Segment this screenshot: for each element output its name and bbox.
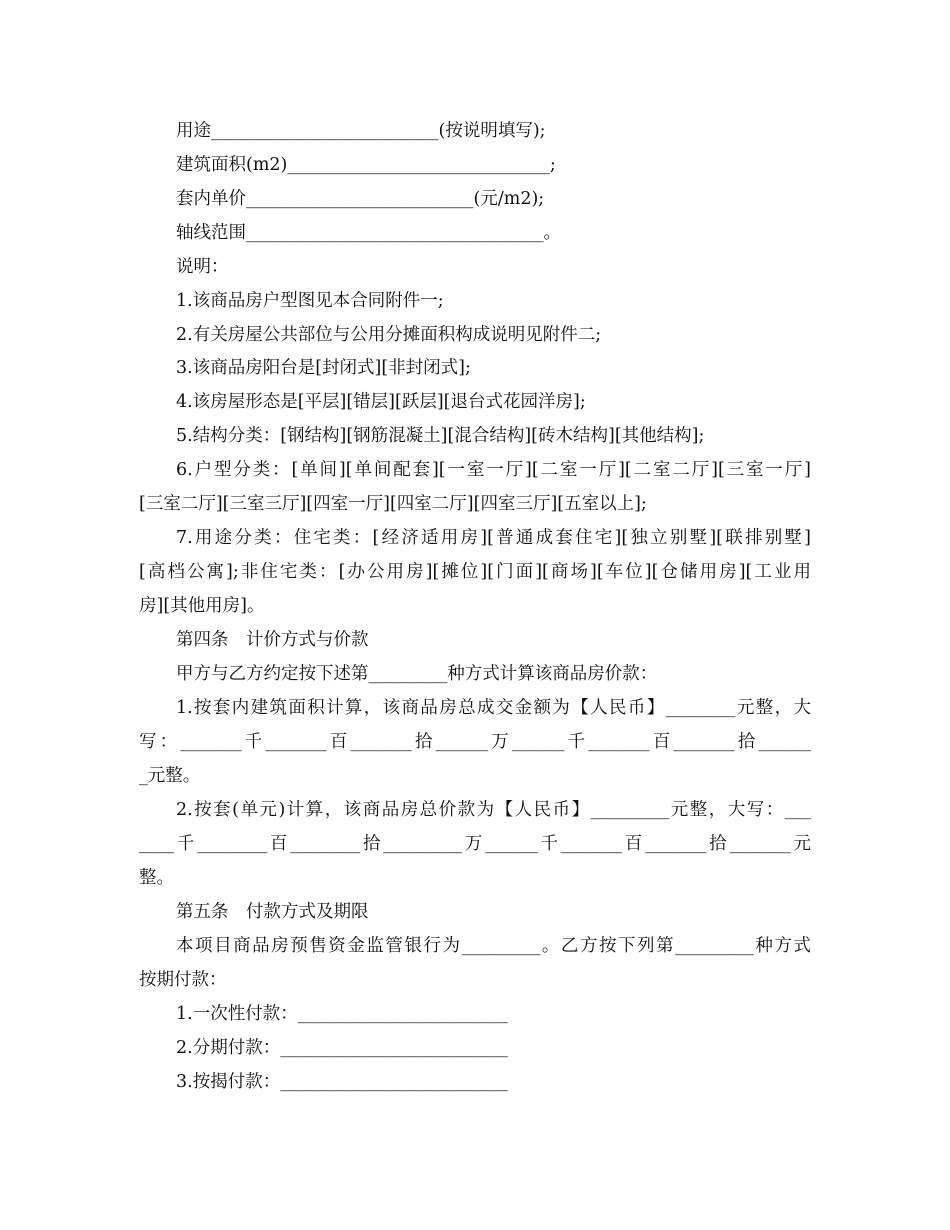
explanation-item-7-cont: [高档公寓];非住宅类：[办公用房][摊位][门面][商场][车位][仓储用房][工业用: [139, 562, 811, 582]
article-4-method-1-cont: 写：_______千_______百_______拾______万______千_______百_______拾______: [139, 732, 811, 752]
explanation-item-6-cont: [三室二厅][三室三厅][四室一厅][四室二厅][四室三厅][五室以上];: [139, 494, 647, 514]
field-unit-price: 套内单价__________________________(元/m2);: [176, 189, 545, 209]
article-4-method-2-cont: ____千________百________拾_________万______千_______百_______拾_______元: [139, 834, 811, 854]
article-4-method-1: 1.按套内建筑面积计算，该商品房总成交金额为【人民币】________元整，大: [176, 698, 811, 718]
explanation-item-4: 4.该房屋形态是[平层][错层][跃层][退台式花园洋房];: [176, 392, 586, 412]
explanation-heading: 说明：: [176, 257, 229, 277]
explanation-item-1: 1.该商品房户型图见本合同附件一;: [176, 291, 444, 311]
article-4-intro: 甲方与乙方约定按下述第_________种方式计算该商品房价款：: [176, 664, 658, 684]
article-4-heading: 第四条 计价方式与价款: [176, 630, 369, 650]
explanation-item-6: 6.户型分类：[单间][单间配套][一室一厅][二室一厅][二室二厅][三室一厅]: [176, 460, 811, 480]
explanation-item-5: 5.结构分类：[钢结构][钢筋混凝土][混合结构][砖木结构][其他结构];: [176, 426, 705, 446]
article-5-intro-cont: 按期付款：: [139, 970, 227, 990]
article-5-heading: 第五条 付款方式及期限: [176, 902, 369, 922]
field-building-area: 建筑面积(m2)______________________________;: [176, 155, 556, 175]
field-usage: 用途__________________________(按说明填写);: [176, 121, 546, 141]
article-4-method-1-end: _元整。: [139, 766, 201, 786]
explanation-item-2: 2.有关房屋公共部位与公用分摊面积构成说明见附件二;: [176, 325, 602, 345]
payment-lump-sum: 1.一次性付款：________________________: [176, 1004, 508, 1024]
article-5-intro: 本项目商品房预售资金监管银行为_________。乙方按下列第_________种方式: [176, 936, 811, 956]
explanation-item-7: 7.用途分类：住宅类：[经济适用房][普通成套住宅][独立别墅][联排别墅]: [176, 528, 811, 548]
payment-mortgage: 3.按揭付款：__________________________: [176, 1072, 508, 1092]
explanation-item-7-end: 房][其他用房]。: [139, 596, 265, 616]
article-4-method-2: 2.按套(单元)计算，该商品房总价款为【人民币】_________元整，大写：___: [176, 800, 811, 820]
explanation-item-3: 3.该商品房阳台是[封闭式][非封闭式];: [176, 358, 471, 378]
field-axis-range: 轴线范围__________________________________。: [176, 223, 561, 243]
article-4-method-2-end: 整。: [139, 868, 174, 888]
payment-installment: 2.分期付款：__________________________: [176, 1038, 508, 1058]
